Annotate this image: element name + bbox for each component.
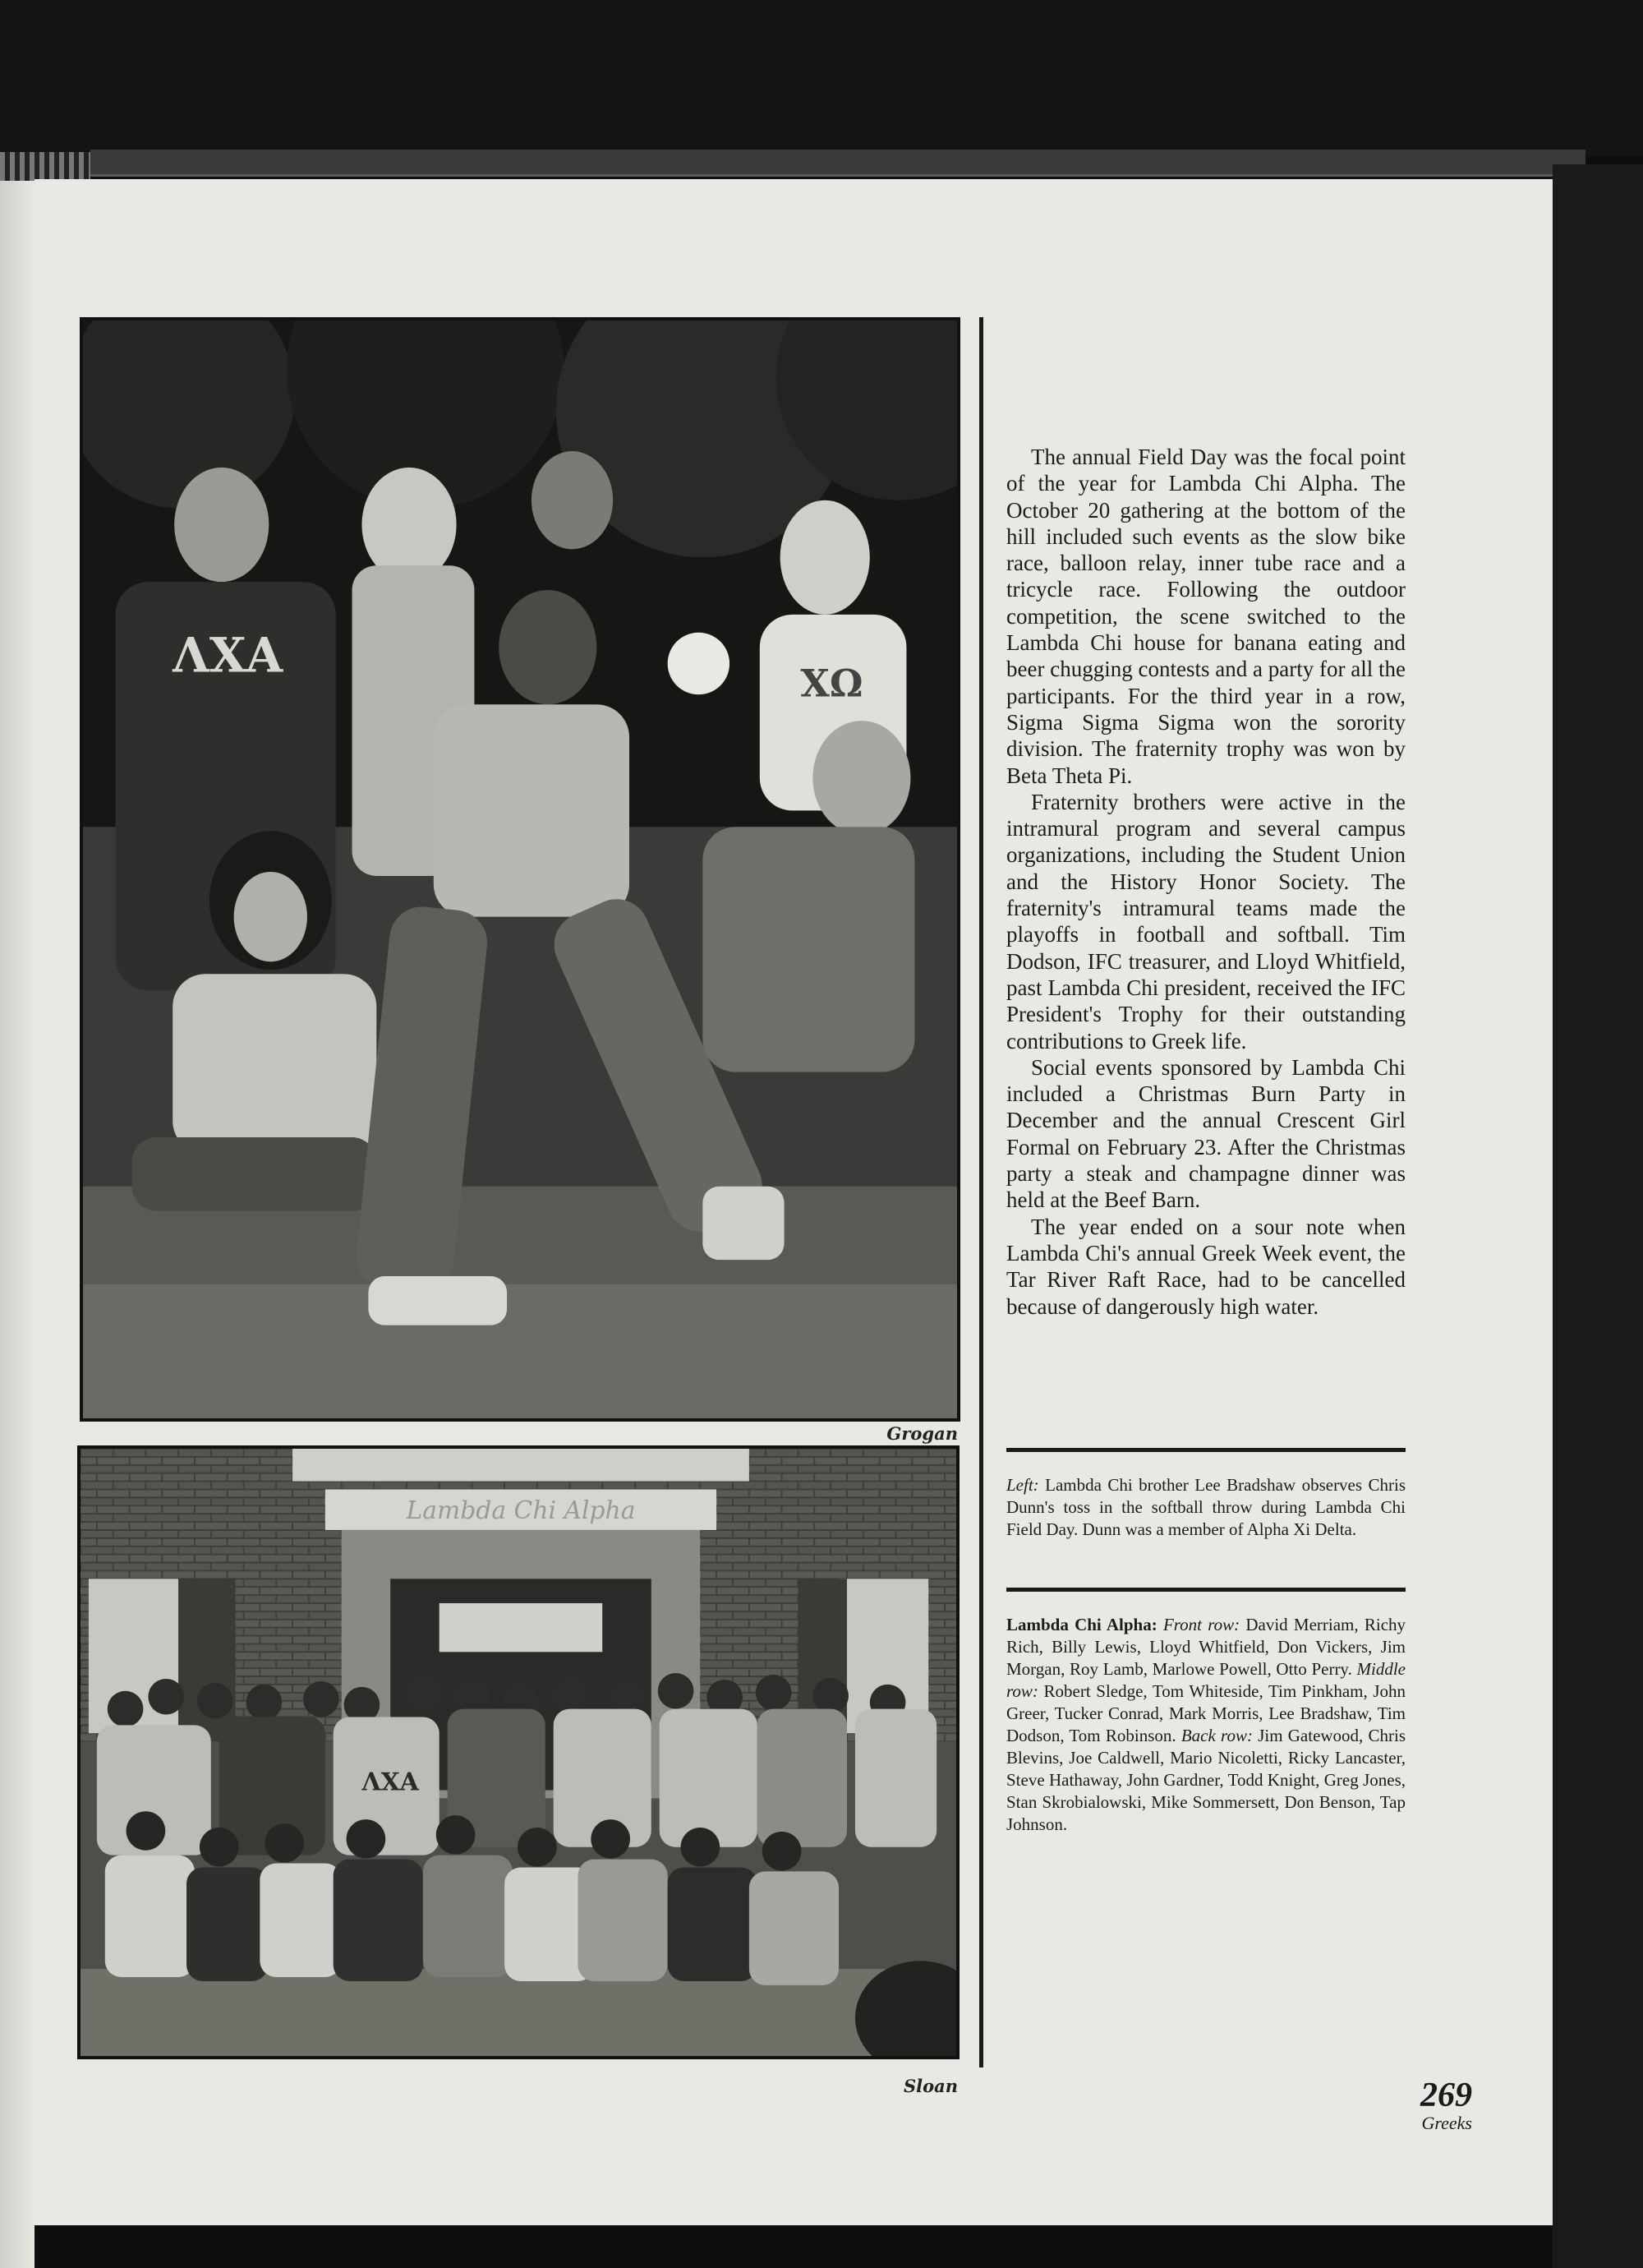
cover-edge xyxy=(90,150,1585,177)
caption-text: Lambda Chi brother Lee Bradshaw observes Chris Dunn's toss in the softball throw during Lambda Chi Field Day. Dunn was a member of Alpha Xi Delta. xyxy=(1006,1475,1406,1539)
photo-credit-grogan: Grogan xyxy=(886,1423,958,1444)
body-paragraph: The year ended on a sour note when Lambda Chi's annual Greek Week event, the Tar River Raft Race, had to be cancelled because of dangerously high water. xyxy=(1006,1214,1406,1319)
caption-rule-top xyxy=(1006,1448,1406,1452)
section-name: Greeks xyxy=(1421,2113,1472,2133)
body-paragraph: Fraternity brothers were active in the intramural program and several campus organizations, including the Student Union and the History Honor Society. The fraternity's intramural teams made the playoffs in football and softball. Tim Dodson, IFC treasurer, and Lloyd Whitfield, past Lambda Chi president, received the IFC President's Trophy for their outstanding contributions to Greek life. xyxy=(1006,789,1406,1053)
article-body xyxy=(1006,444,1406,1320)
caption-back-names: Jim Gatewood, Chris Blevins, Joe Caldwell, Mario Nicoletti, Ricky Lancaster, Steve Hathaway, John Gardner, Todd Knight, Greg Jones, Stan Skrobialowski, Mike Sommersett, Don Benson, Tap Johnson. xyxy=(1006,1726,1406,1834)
caption-field-day xyxy=(1006,1474,1406,1541)
caption-back-label: Back row: xyxy=(1180,1726,1253,1745)
shirt-letters-left: ΛΧΑ xyxy=(173,627,283,684)
caption-rule-bottom xyxy=(1006,1588,1406,1592)
scan-background-right xyxy=(1553,164,1643,2268)
house-sign: Lambda Chi Alpha xyxy=(406,1496,636,1526)
column-divider xyxy=(979,317,983,2067)
shirt-letters-right: ΧΩ xyxy=(800,661,863,706)
caption-front-names: David Merriam, Richy Rich, Billy Lewis, Lloyd Whitfield, Don Vickers, Jim Morgan, Roy Lamb, Marlowe Powell, Otto Perry. xyxy=(1006,1615,1406,1679)
group-shirt-letters: ΛΧΑ xyxy=(361,1768,419,1797)
field-day-photo xyxy=(80,317,960,1422)
group-photo xyxy=(77,1445,960,2059)
scan-background-top xyxy=(0,0,1643,156)
yearbook-page xyxy=(35,179,1553,2225)
page-number: 269 xyxy=(1420,2077,1472,2114)
caption-middle-label: Middle row: xyxy=(1006,1659,1406,1701)
page-folio xyxy=(1365,2077,1472,2133)
caption-lead: Left: xyxy=(1006,1475,1039,1495)
caption-group-photo xyxy=(1006,1614,1406,1836)
body-paragraph: The annual Field Day was the focal point of the year for Lambda Chi Alpha. The October 20 gathering at the bottom of the hill included such events as the slow bike race, balloon relay, inner tube race and a tricycle race. Following the outdoor competition, the scene switched to the Lambda Chi house for banana eating and beer chugging contests and a party for all the participants. For the third year in a row, Sigma Sigma Sigma won the sorority division. The fraternity trophy was won by Beta Theta Pi. xyxy=(1006,445,1406,788)
caption-middle-names: Robert Sledge, Tom Whiteside, Tim Pinkham, John Greer, Tucker Conrad, Mark Morris, Lee Bradshaw, Tim Dodson, Tom Robinson. xyxy=(1006,1681,1406,1745)
page-gutter xyxy=(0,181,35,2268)
body-paragraph: Social events sponsored by Lambda Chi included a Christmas Burn Party in December and the annual Crescent Girl Formal on February 23. After the Christmas party a steak and champagne dinner was held at the Beef Barn. xyxy=(1006,1054,1406,1213)
caption-group-title: Lambda Chi Alpha: xyxy=(1006,1615,1157,1634)
caption-front-label: Front row: xyxy=(1162,1615,1240,1634)
photo-credit-sloan: Sloan xyxy=(903,2076,958,2096)
